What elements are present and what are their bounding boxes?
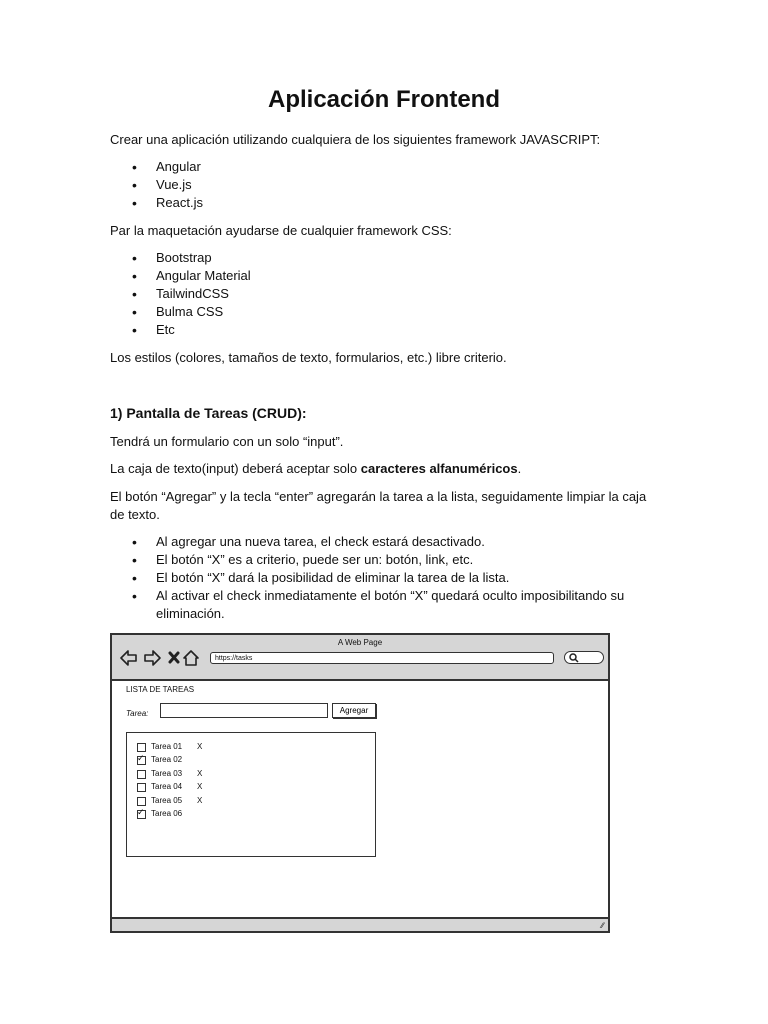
css-framework-list	[110, 249, 251, 339]
status-bar	[112, 917, 608, 931]
nav-icon-strip	[120, 649, 206, 667]
home-icon	[184, 651, 198, 665]
requirements-list	[110, 533, 656, 623]
delete-task-button[interactable]: X	[197, 742, 203, 751]
p2-prefix: La caja de texto(input) deberá aceptar solo	[110, 461, 361, 476]
task-input[interactable]	[160, 703, 328, 718]
task-name: Tarea 03	[151, 769, 183, 778]
window-title: A Web Page	[337, 638, 383, 647]
task-name: Tarea 06	[151, 809, 183, 818]
section-paragraph-2	[110, 460, 521, 478]
task-checkbox[interactable]	[137, 770, 146, 779]
task-checkbox[interactable]	[137, 756, 146, 765]
search-box[interactable]	[564, 651, 604, 664]
styles-note: Los estilos (colores, tamaños de texto, formularios, etc.) libre criterio.	[110, 350, 507, 365]
js-framework-list	[110, 158, 203, 212]
task-checkbox[interactable]	[137, 797, 146, 806]
browser-toolbar	[112, 635, 608, 681]
list-item: • Etc	[110, 321, 251, 339]
list-item: • Al agregar una nueva tarea, el check estará desactivado.	[110, 533, 656, 551]
task-checkbox[interactable]	[137, 810, 146, 819]
close-icon	[170, 653, 178, 662]
task-row	[137, 741, 202, 753]
task-checkbox[interactable]	[137, 743, 146, 752]
delete-task-button[interactable]: X	[197, 782, 203, 791]
task-name: Tarea 02	[151, 755, 183, 764]
list-item: • El botón “X” es a criterio, puede ser un: botón, link, etc.	[110, 551, 656, 569]
section-paragraph-3: El botón “Agregar” y la tecla “enter” agregarán la tarea a la lista, seguidamente limpiar la caja de texto.	[110, 489, 647, 522]
resize-grip-icon[interactable]: ∕∕	[601, 921, 604, 930]
task-name: Tarea 04	[151, 782, 183, 791]
task-list	[126, 732, 376, 857]
nav-icons	[120, 649, 206, 667]
list-item: • TailwindCSS	[110, 285, 251, 303]
task-row	[137, 754, 197, 766]
intro-text: Crear una aplicación utilizando cualquiera de los siguientes framework JAVASCRIPT:	[110, 132, 601, 147]
task-input-label: Tarea:	[126, 709, 149, 718]
delete-task-button[interactable]: X	[197, 796, 203, 805]
list-item: • Al activar el check inmediatamente el botón “X” quedará oculto imposibilitando su eliminación.	[110, 587, 656, 623]
task-name: Tarea 01	[151, 742, 183, 751]
task-row	[137, 795, 202, 807]
add-task-button[interactable]: Agregar	[332, 703, 376, 718]
task-row	[137, 768, 202, 780]
forward-arrow-icon	[145, 651, 160, 665]
list-item: • Bootstrap	[110, 249, 251, 267]
list-item: • El botón “X” dará la posibilidad de eliminar la tarea de la lista.	[110, 569, 656, 587]
section-paragraph-1: Tendrá un formulario con un solo “input”.	[110, 434, 344, 449]
delete-task-button[interactable]: X	[197, 769, 203, 778]
p2-bold: caracteres alfanuméricos	[360, 461, 518, 476]
p2-suffix: .	[517, 461, 522, 476]
browser-mockup	[110, 633, 610, 933]
task-checkbox[interactable]	[137, 783, 146, 792]
list-title: LISTA DE TAREAS	[126, 685, 195, 694]
task-row	[137, 808, 197, 820]
css-intro-text: Par la maquetación ayudarse de cualquier framework CSS:	[110, 223, 452, 238]
list-item: • Bulma CSS	[110, 303, 251, 321]
list-item: • Vue.js	[110, 176, 203, 194]
search-icon	[569, 653, 579, 663]
task-name: Tarea 05	[151, 796, 183, 805]
task-row	[137, 781, 202, 793]
section-heading: 1) Pantalla de Tareas (CRUD):	[110, 405, 307, 421]
list-item: • Angular	[110, 158, 203, 176]
url-bar[interactable]: https://tasks	[210, 652, 554, 664]
page-title: Aplicación Frontend	[267, 86, 500, 113]
back-arrow-icon	[121, 651, 136, 665]
list-item: • React.js	[110, 194, 203, 212]
list-item: • Angular Material	[110, 267, 251, 285]
